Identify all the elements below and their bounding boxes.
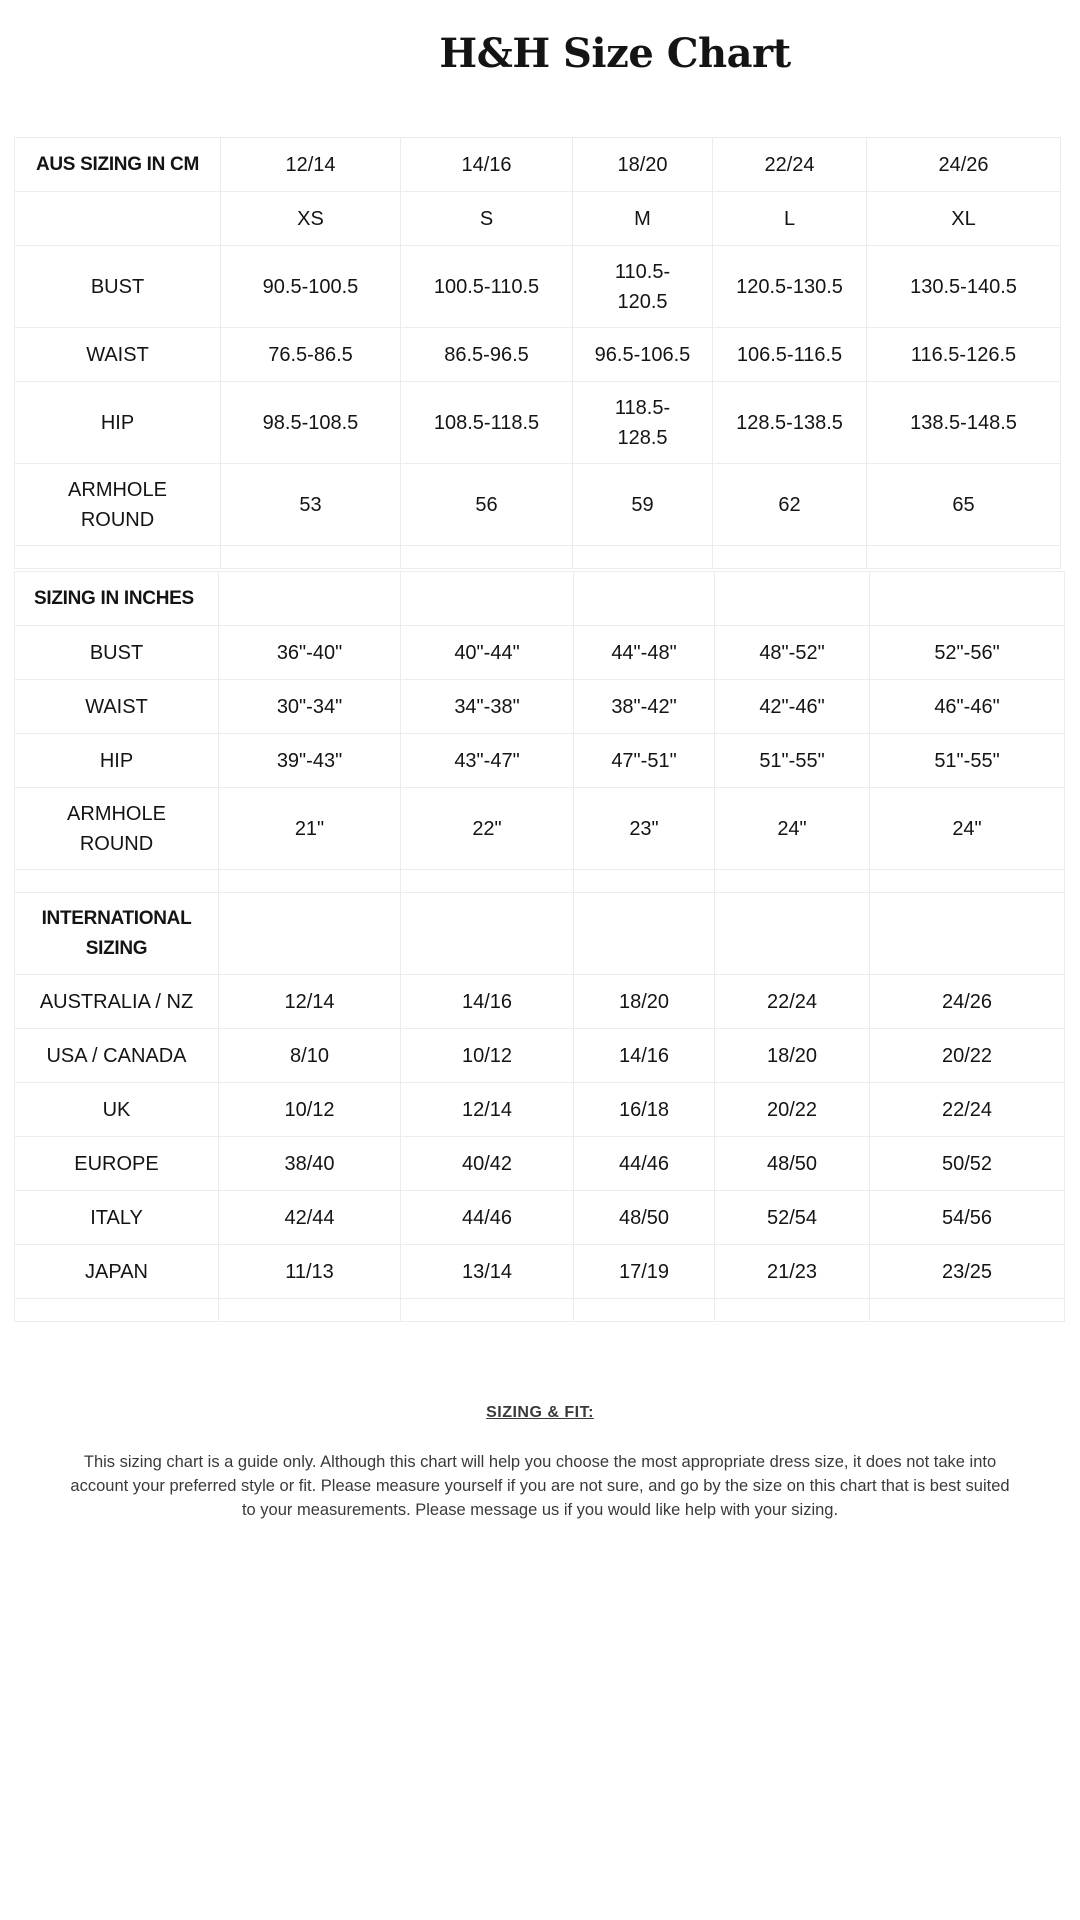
row-label: ARMHOLE ROUND [15, 788, 219, 870]
table-cell: 22/24 [715, 975, 870, 1029]
table-cell: 118.5- 128.5 [573, 382, 713, 464]
row-label: HIP [15, 382, 221, 464]
table-cell: 120.5-130.5 [713, 246, 867, 328]
table-cell: 18/20 [715, 1029, 870, 1083]
table-cell: 20/22 [715, 1083, 870, 1137]
table-cell: 42/44 [219, 1191, 401, 1245]
empty-cell [15, 1299, 219, 1322]
table-cell: 96.5-106.5 [573, 328, 713, 382]
table-row [15, 572, 1065, 626]
inch-table-header: SIZING IN INCHES [15, 572, 219, 626]
cm-table-header: AUS SIZING IN CM [15, 138, 221, 192]
table-cell: 128.5-138.5 [713, 382, 867, 464]
spacer-row [15, 870, 1065, 893]
table-cell: 18/20 [574, 975, 715, 1029]
table-cell: 22/24 [870, 1083, 1065, 1137]
table-cell: 20/22 [870, 1029, 1065, 1083]
table-cell: 48"-52" [715, 626, 870, 680]
table-cell: 52"-56" [870, 626, 1065, 680]
table-row [15, 893, 1065, 975]
table-cell: 10/12 [219, 1083, 401, 1137]
table-cell: 40/42 [401, 1137, 574, 1191]
table-cell: 110.5- 120.5 [573, 246, 713, 328]
table-cell: 51"-55" [715, 734, 870, 788]
table-cell: 24/26 [870, 975, 1065, 1029]
sizing-fit-text: This sizing chart is a guide only. Although this chart will help you choose the most appropriate dress size, it does not take into account your preferred style or fit. Please measure yourself if you are not sure, and go by the size on this chart that is best suited to your measurements. Please message us if you would like help with your sizing. [70, 1453, 1010, 1519]
letter-size: XL [867, 192, 1061, 246]
letter-size: L [713, 192, 867, 246]
table-cell: 21" [219, 788, 401, 870]
empty-cell [715, 572, 870, 626]
table-cell: 22" [401, 788, 574, 870]
table-cell: 16/18 [574, 1083, 715, 1137]
empty-cell [219, 572, 401, 626]
table-cell: 11/13 [219, 1245, 401, 1299]
table-cell: 76.5-86.5 [221, 328, 401, 382]
table-cell: 44/46 [574, 1137, 715, 1191]
table-cell: 48/50 [715, 1137, 870, 1191]
table-cell: 40"-44" [401, 626, 574, 680]
row-label: USA / CANADA [15, 1029, 219, 1083]
table-row [15, 1137, 1065, 1191]
empty-cell [219, 893, 401, 975]
empty-cell [574, 1299, 715, 1322]
empty-cell [713, 546, 867, 569]
table-cell: 44"-48" [574, 626, 715, 680]
intl-table-header: INTERNATIONAL SIZING [15, 893, 219, 975]
row-label: UK [15, 1083, 219, 1137]
empty-cell [15, 546, 221, 569]
table-row [15, 138, 1061, 192]
table-cell: 34"-38" [401, 680, 574, 734]
table-cell: 52/54 [715, 1191, 870, 1245]
table-cell: 51"-55" [870, 734, 1065, 788]
table-cell: 65 [867, 464, 1061, 546]
table-cell: 100.5-110.5 [401, 246, 573, 328]
table-cell: 90.5-100.5 [221, 246, 401, 328]
table-cell: 14/16 [401, 975, 574, 1029]
row-label: HIP [15, 734, 219, 788]
table-cell: 130.5-140.5 [867, 246, 1061, 328]
table-cell: 14/16 [574, 1029, 715, 1083]
table-cell: 62 [713, 464, 867, 546]
letter-size: M [573, 192, 713, 246]
size-header: 22/24 [713, 138, 867, 192]
empty-cell [573, 546, 713, 569]
empty-cell [870, 893, 1065, 975]
table-cell: 54/56 [870, 1191, 1065, 1245]
empty-cell [401, 893, 574, 975]
empty-cell [715, 870, 870, 893]
table-cell: 38"-42" [574, 680, 715, 734]
table-cell: 56 [401, 464, 573, 546]
table-cell: 8/10 [219, 1029, 401, 1083]
row-label: ITALY [15, 1191, 219, 1245]
spacer-row [15, 1299, 1065, 1322]
row-label: ARMHOLE ROUND [15, 464, 221, 546]
empty-cell [870, 1299, 1065, 1322]
table-cell: 23/25 [870, 1245, 1065, 1299]
table-cell: 106.5-116.5 [713, 328, 867, 382]
empty-cell [219, 870, 401, 893]
table-row [15, 464, 1061, 546]
empty-cell [715, 1299, 870, 1322]
table-cell: 30"-34" [219, 680, 401, 734]
empty-cell [219, 1299, 401, 1322]
table-row [15, 626, 1065, 680]
empty-cell [221, 546, 401, 569]
empty-cell [15, 870, 219, 893]
table-cell: 12/14 [401, 1083, 574, 1137]
table-row [15, 192, 1061, 246]
table-cell: 23" [574, 788, 715, 870]
table-row [15, 246, 1061, 328]
row-label: WAIST [15, 328, 221, 382]
row-label: JAPAN [15, 1245, 219, 1299]
table-cell: 50/52 [870, 1137, 1065, 1191]
table-row [15, 1083, 1065, 1137]
empty-cell [870, 572, 1065, 626]
table-cell: 21/23 [715, 1245, 870, 1299]
table-row [15, 680, 1065, 734]
size-header: 18/20 [573, 138, 713, 192]
empty-cell [574, 572, 715, 626]
row-label: BUST [15, 626, 219, 680]
empty-cell [870, 870, 1065, 893]
table-row [15, 1191, 1065, 1245]
table-cell: 42"-46" [715, 680, 870, 734]
table-cell: 38/40 [219, 1137, 401, 1191]
table-cell: 98.5-108.5 [221, 382, 401, 464]
row-label: BUST [15, 246, 221, 328]
empty-cell [574, 870, 715, 893]
table-cell: 17/19 [574, 1245, 715, 1299]
letter-size: XS [221, 192, 401, 246]
table-cell: 47"-51" [574, 734, 715, 788]
table-cell: 116.5-126.5 [867, 328, 1061, 382]
empty-cell [15, 192, 221, 246]
empty-cell [401, 572, 574, 626]
table-row [15, 734, 1065, 788]
table-cell: 59 [573, 464, 713, 546]
inch-size-table [14, 571, 1065, 1322]
table-row [15, 382, 1061, 464]
empty-cell [574, 893, 715, 975]
table-cell: 24" [715, 788, 870, 870]
letter-size: S [401, 192, 573, 246]
size-header: 24/26 [867, 138, 1061, 192]
table-row [15, 1029, 1065, 1083]
empty-cell [401, 546, 573, 569]
size-header: 12/14 [221, 138, 401, 192]
table-cell: 46"-46" [870, 680, 1065, 734]
table-row [15, 975, 1065, 1029]
page-title: H&H Size Chart [439, 30, 791, 77]
size-header: 14/16 [401, 138, 573, 192]
table-row [15, 1245, 1065, 1299]
empty-cell [867, 546, 1061, 569]
spacer-row [15, 546, 1061, 569]
table-cell: 86.5-96.5 [401, 328, 573, 382]
table-row [15, 328, 1061, 382]
table-cell: 138.5-148.5 [867, 382, 1061, 464]
sizing-fit-heading: SIZING & FIT: [486, 1404, 594, 1421]
empty-cell [401, 1299, 574, 1322]
table-cell: 24" [870, 788, 1065, 870]
empty-cell [401, 870, 574, 893]
table-cell: 36"-40" [219, 626, 401, 680]
table-cell: 108.5-118.5 [401, 382, 573, 464]
row-label: WAIST [15, 680, 219, 734]
table-cell: 13/14 [401, 1245, 574, 1299]
table-cell: 10/12 [401, 1029, 574, 1083]
row-label: EUROPE [15, 1137, 219, 1191]
row-label: AUSTRALIA / NZ [15, 975, 219, 1029]
table-cell: 53 [221, 464, 401, 546]
table-cell: 43"-47" [401, 734, 574, 788]
table-cell: 48/50 [574, 1191, 715, 1245]
table-cell: 44/46 [401, 1191, 574, 1245]
table-cell: 39"-43" [219, 734, 401, 788]
cm-size-table [14, 137, 1061, 569]
empty-cell [715, 893, 870, 975]
table-cell: 12/14 [219, 975, 401, 1029]
table-row [15, 788, 1065, 870]
